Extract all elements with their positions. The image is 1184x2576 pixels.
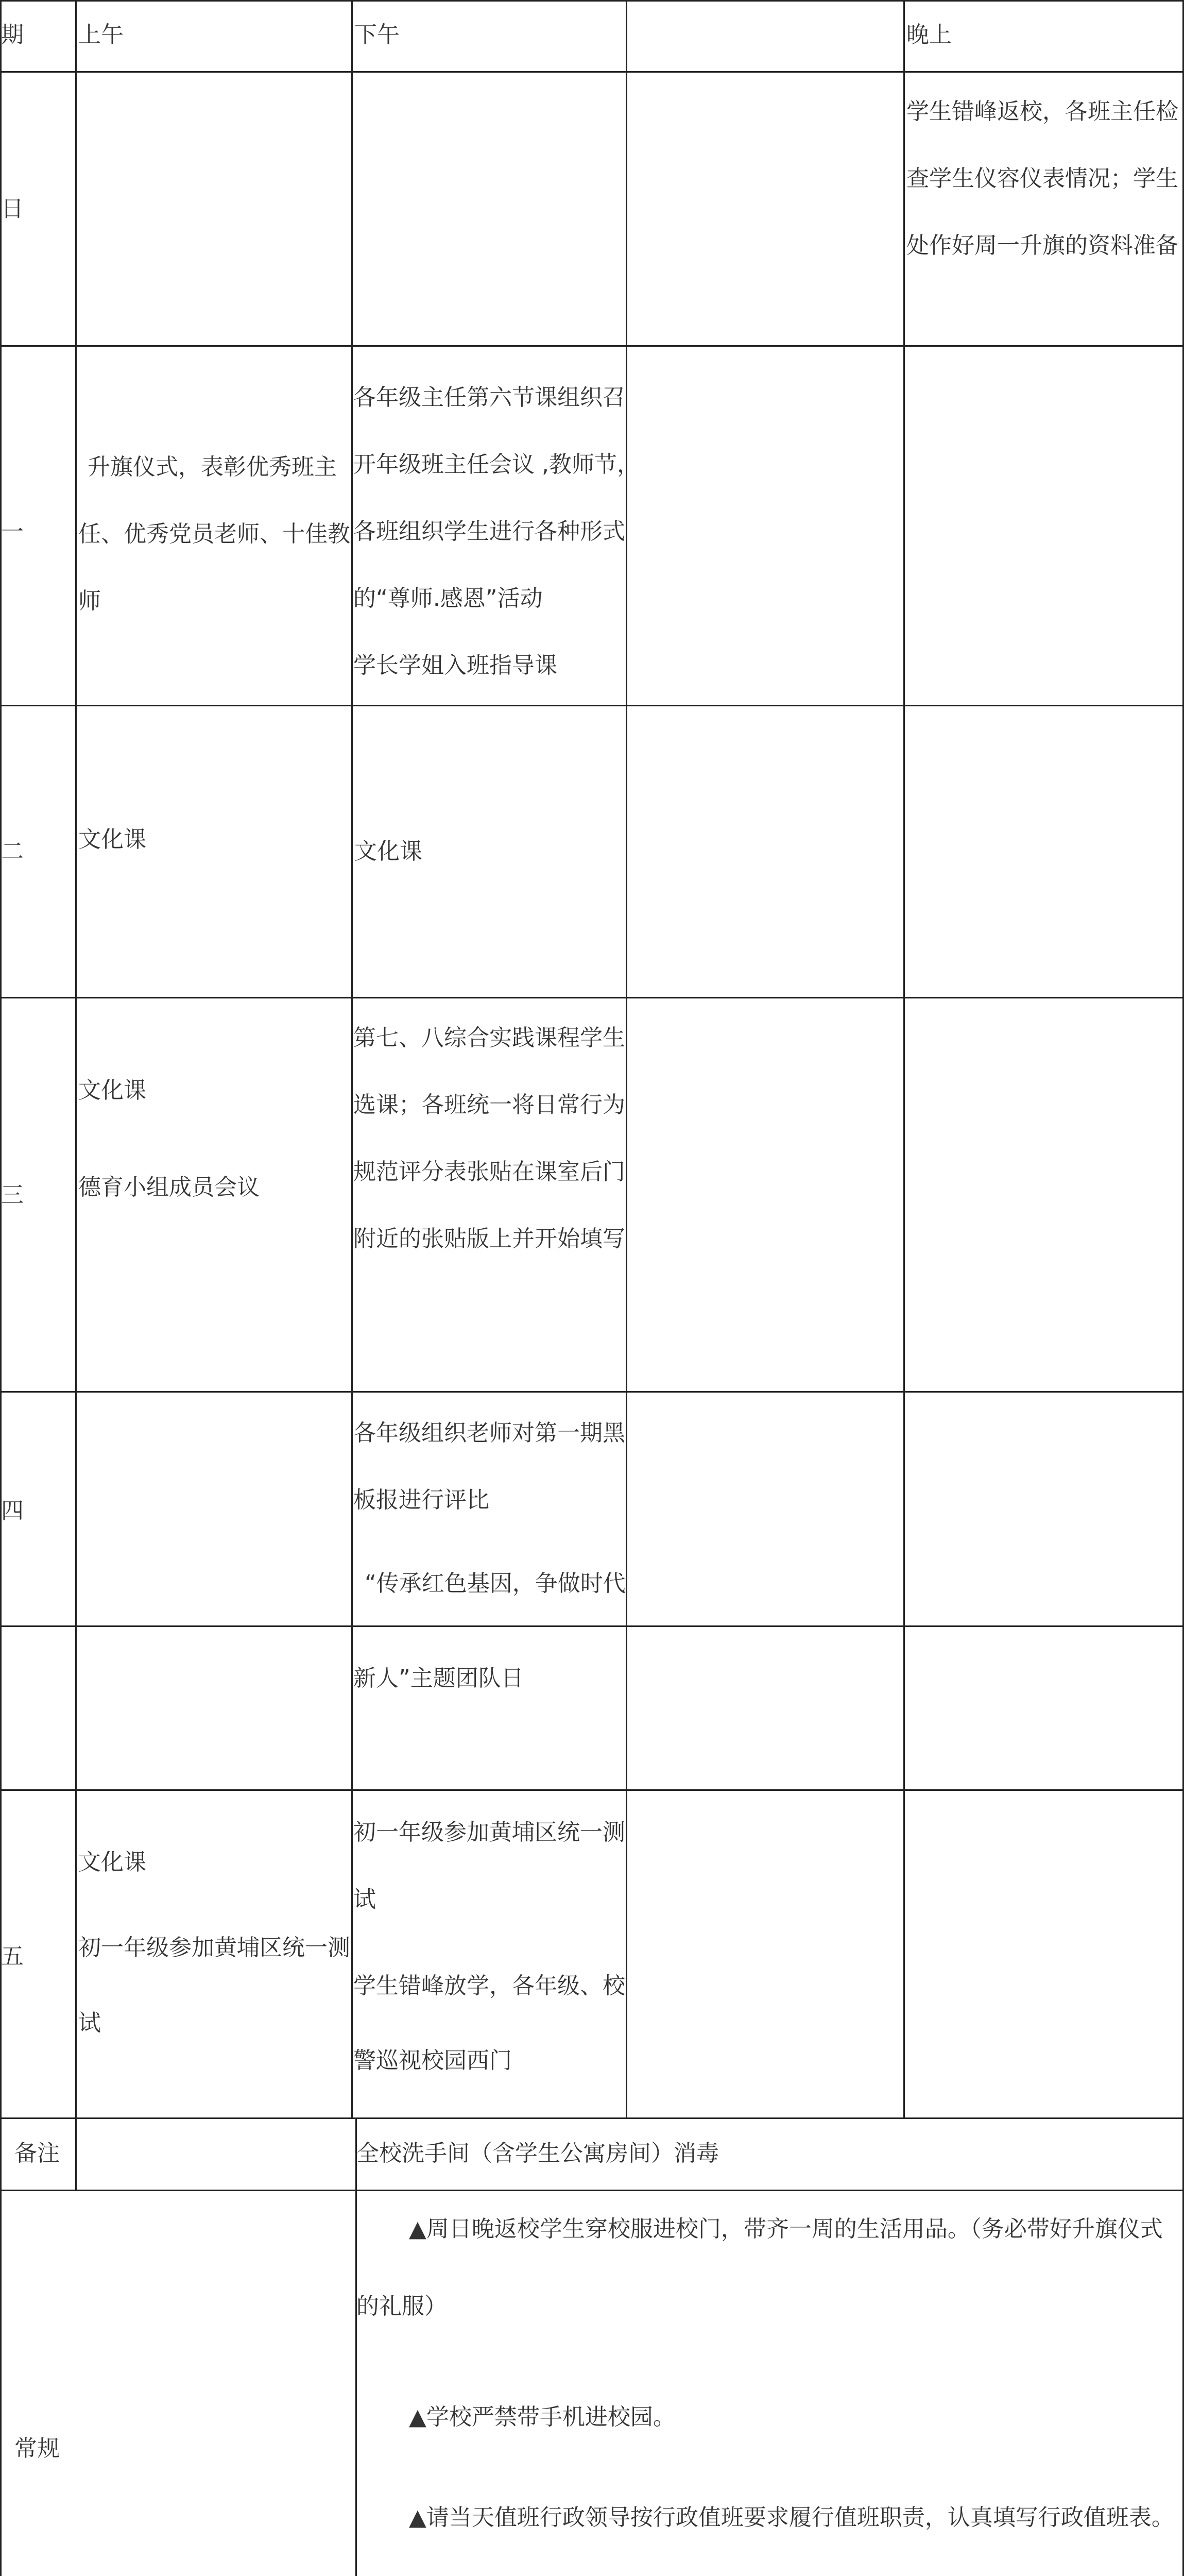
routine-note-2: ▲学校严禁带手机进校园。 <box>409 2404 676 2430</box>
friday-afternoon-text: 初一年级参加黄埔区统一测 试 学生错峰放学，各年级、校 警巡视校园西门 <box>353 1819 625 2074</box>
routine-note-1a: ▲周日晚返校学生穿校服进校门，带齐一周的生活用品。（务必带好升旗仪式 <box>409 2216 1163 2242</box>
day-label-wednesday: 三 <box>1 1182 24 1208</box>
wednesday-morning-text: 文化课 德育小组成员会议 <box>78 1077 260 1200</box>
day-label-monday: 一 <box>1 519 24 545</box>
header-morning: 上午 <box>78 22 124 48</box>
day-label-sunday: 日 <box>1 196 24 222</box>
day-label-friday: 五 <box>1 1943 24 1970</box>
header-evening: 晚上 <box>906 22 952 48</box>
remarks-label: 备注 <box>14 2140 60 2166</box>
day-label-tuesday: 二 <box>1 838 24 865</box>
tuesday-afternoon-text: 文化课 <box>354 838 422 865</box>
monday-afternoon-text: 各年级主任第六节课组织召 开年级班主任会议 ,教师节， 各班组织学生进行各种形式 的“尊师.感恩”活动 学长学姐入班指导课 <box>353 384 640 679</box>
thursday-afternoon-text: 各年级组织老师对第一期黑 板报进行评比 “传承红色基因，争做时代 新人”主题团队日 <box>353 1420 626 1691</box>
friday-morning-text: 文化课 初一年级参加黄埔区统一测 试 <box>78 1849 350 2036</box>
tuesday-morning-text: 文化课 <box>78 826 146 853</box>
header-afternoon: 下午 <box>354 22 400 48</box>
remarks-text: 全校洗手间（含学生公寓房间）消毒 <box>356 2140 719 2166</box>
wednesday-afternoon-text: 第七、八综合实践课程学生 选课；各班统一将日常行为 规范评分表张贴在课室后门 附近的张贴版上并开始填写 <box>353 1025 625 1252</box>
routine-notes <box>356 2210 1174 2576</box>
header-day: 期 <box>1 22 24 48</box>
day-label-thursday: 四 <box>1 1498 24 1524</box>
routine-label: 常规 <box>14 2435 60 2462</box>
routine-note-3: ▲请当天值班行政领导按行政值班要求履行值班职责，认真填写行政值班表。 <box>409 2504 1174 2531</box>
routine-note-1b: 的礼服） <box>356 2293 447 2319</box>
monday-morning-text: 升旗仪式，表彰优秀班主 任、优秀党员老师、十佳教 师 <box>78 454 350 614</box>
sunday-evening-text: 学生错峰返校，各班主任检 查学生仪容仪表情况；学生 处作好周一升旗的资料准备 <box>906 98 1178 259</box>
